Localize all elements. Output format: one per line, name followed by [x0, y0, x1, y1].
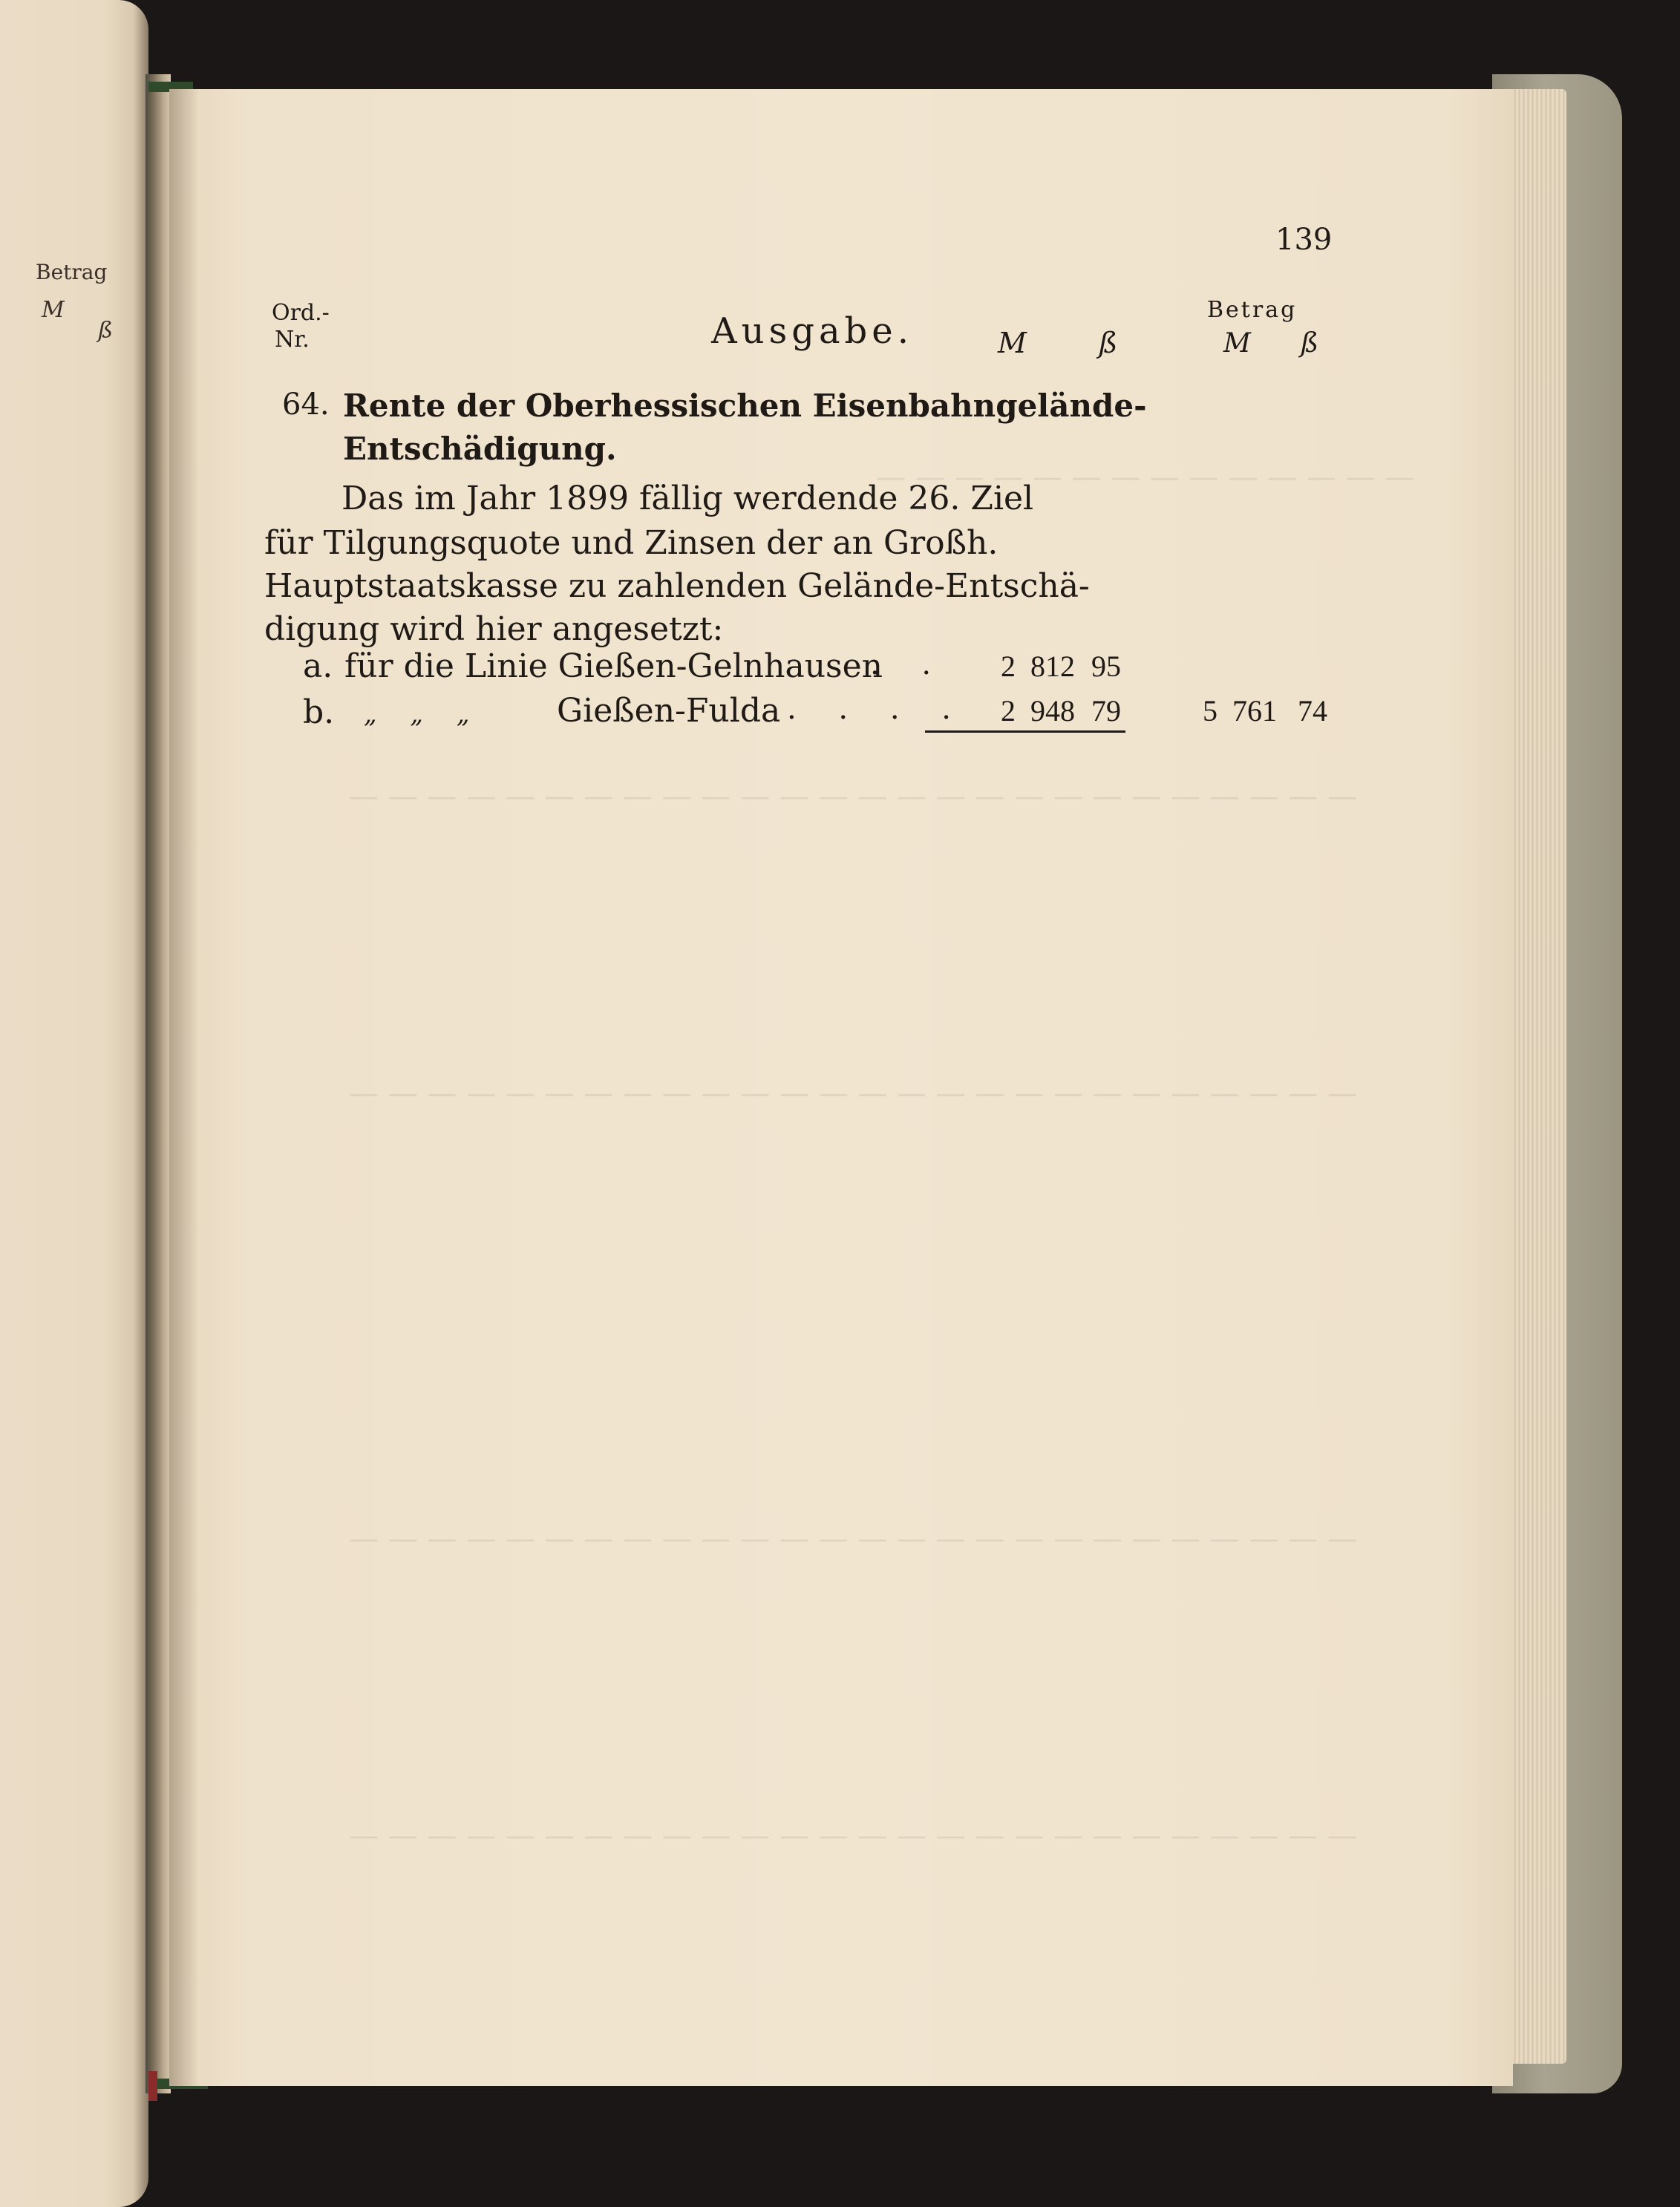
bookmark-ribbon [148, 2071, 157, 2101]
betrag-mark-symbol: M [1223, 328, 1251, 359]
entry-title-line1: Rente der Oberhessischen Eisenbahngelände- [343, 388, 1147, 424]
left-betrag-label: Betrag [36, 260, 108, 284]
bleed-through: — — — — — — — — — — — — — — — — — — — — — — — — — — [349, 1076, 1357, 1111]
item-amount-mark: 2 948 [1001, 694, 1075, 728]
subtotal-rule [925, 730, 1125, 733]
bleed-through: — — — — — — — — — — — — — — — — — — — — — — — — — — [349, 779, 1357, 814]
column-mark-symbol: M [998, 327, 1027, 359]
item-amount-pf: 95 [1091, 650, 1121, 683]
entry-number: 64. [282, 388, 330, 422]
item-leader-dots: . . [870, 647, 948, 681]
bleed-through: — — — — — — — — — — — — — — — — — — — — — — — — — — [349, 1522, 1357, 1556]
item-text: für die Linie Gießen-Gelnhausen [344, 647, 883, 685]
page-gutter-shadow [169, 89, 199, 2086]
entry-text-line: für Tilgungsquote und Zinsen der an Großh. [264, 524, 998, 562]
item-amount-mark: 2 812 [1001, 650, 1075, 683]
page-number: 139 [1275, 223, 1333, 257]
item-amount-pf: 79 [1091, 694, 1121, 728]
entry-title-line2: Entschädigung. [343, 431, 617, 467]
bleed-through: — — — — — — — — — — — — — — [876, 460, 1415, 494]
total-amount-pf: 74 [1298, 694, 1327, 728]
item-leader-dots: . . . . [787, 692, 968, 726]
betrag-label: Betrag [1207, 297, 1298, 323]
entry-text-line: digung wird hier angesetzt: [264, 610, 724, 648]
page-edges [1507, 89, 1566, 2064]
item-letter: a. [303, 647, 333, 685]
betrag-pf-symbol: ß [1301, 328, 1319, 359]
column-pf-symbol: ß [1099, 327, 1118, 359]
item-letter: b. [303, 693, 335, 731]
bleed-through: — — — — — — — — — — — — — — — — — — — — — — — — — — [349, 1819, 1357, 1853]
left-page [0, 0, 148, 2207]
left-mark-symbol: M [42, 297, 65, 323]
ord-nr-label-line1: Ord.- [272, 300, 330, 326]
ord-nr-label-line2: Nr. [275, 327, 310, 353]
section-title: Ausgabe. [711, 310, 913, 352]
entry-text-line: Hauptstaatskasse zu zahlenden Gelände-Entschä- [264, 567, 1090, 605]
item-text: Gießen-Fulda [557, 692, 781, 730]
book-gutter [146, 74, 171, 2093]
total-amount-mark: 5 761 [1203, 694, 1277, 728]
ditto-marks: „ „ „ [364, 699, 470, 729]
left-pf-symbol: ß [98, 318, 114, 344]
entry-text-line: Das im Jahr 1899 fällig werdende 26. Ziel [341, 480, 1034, 517]
